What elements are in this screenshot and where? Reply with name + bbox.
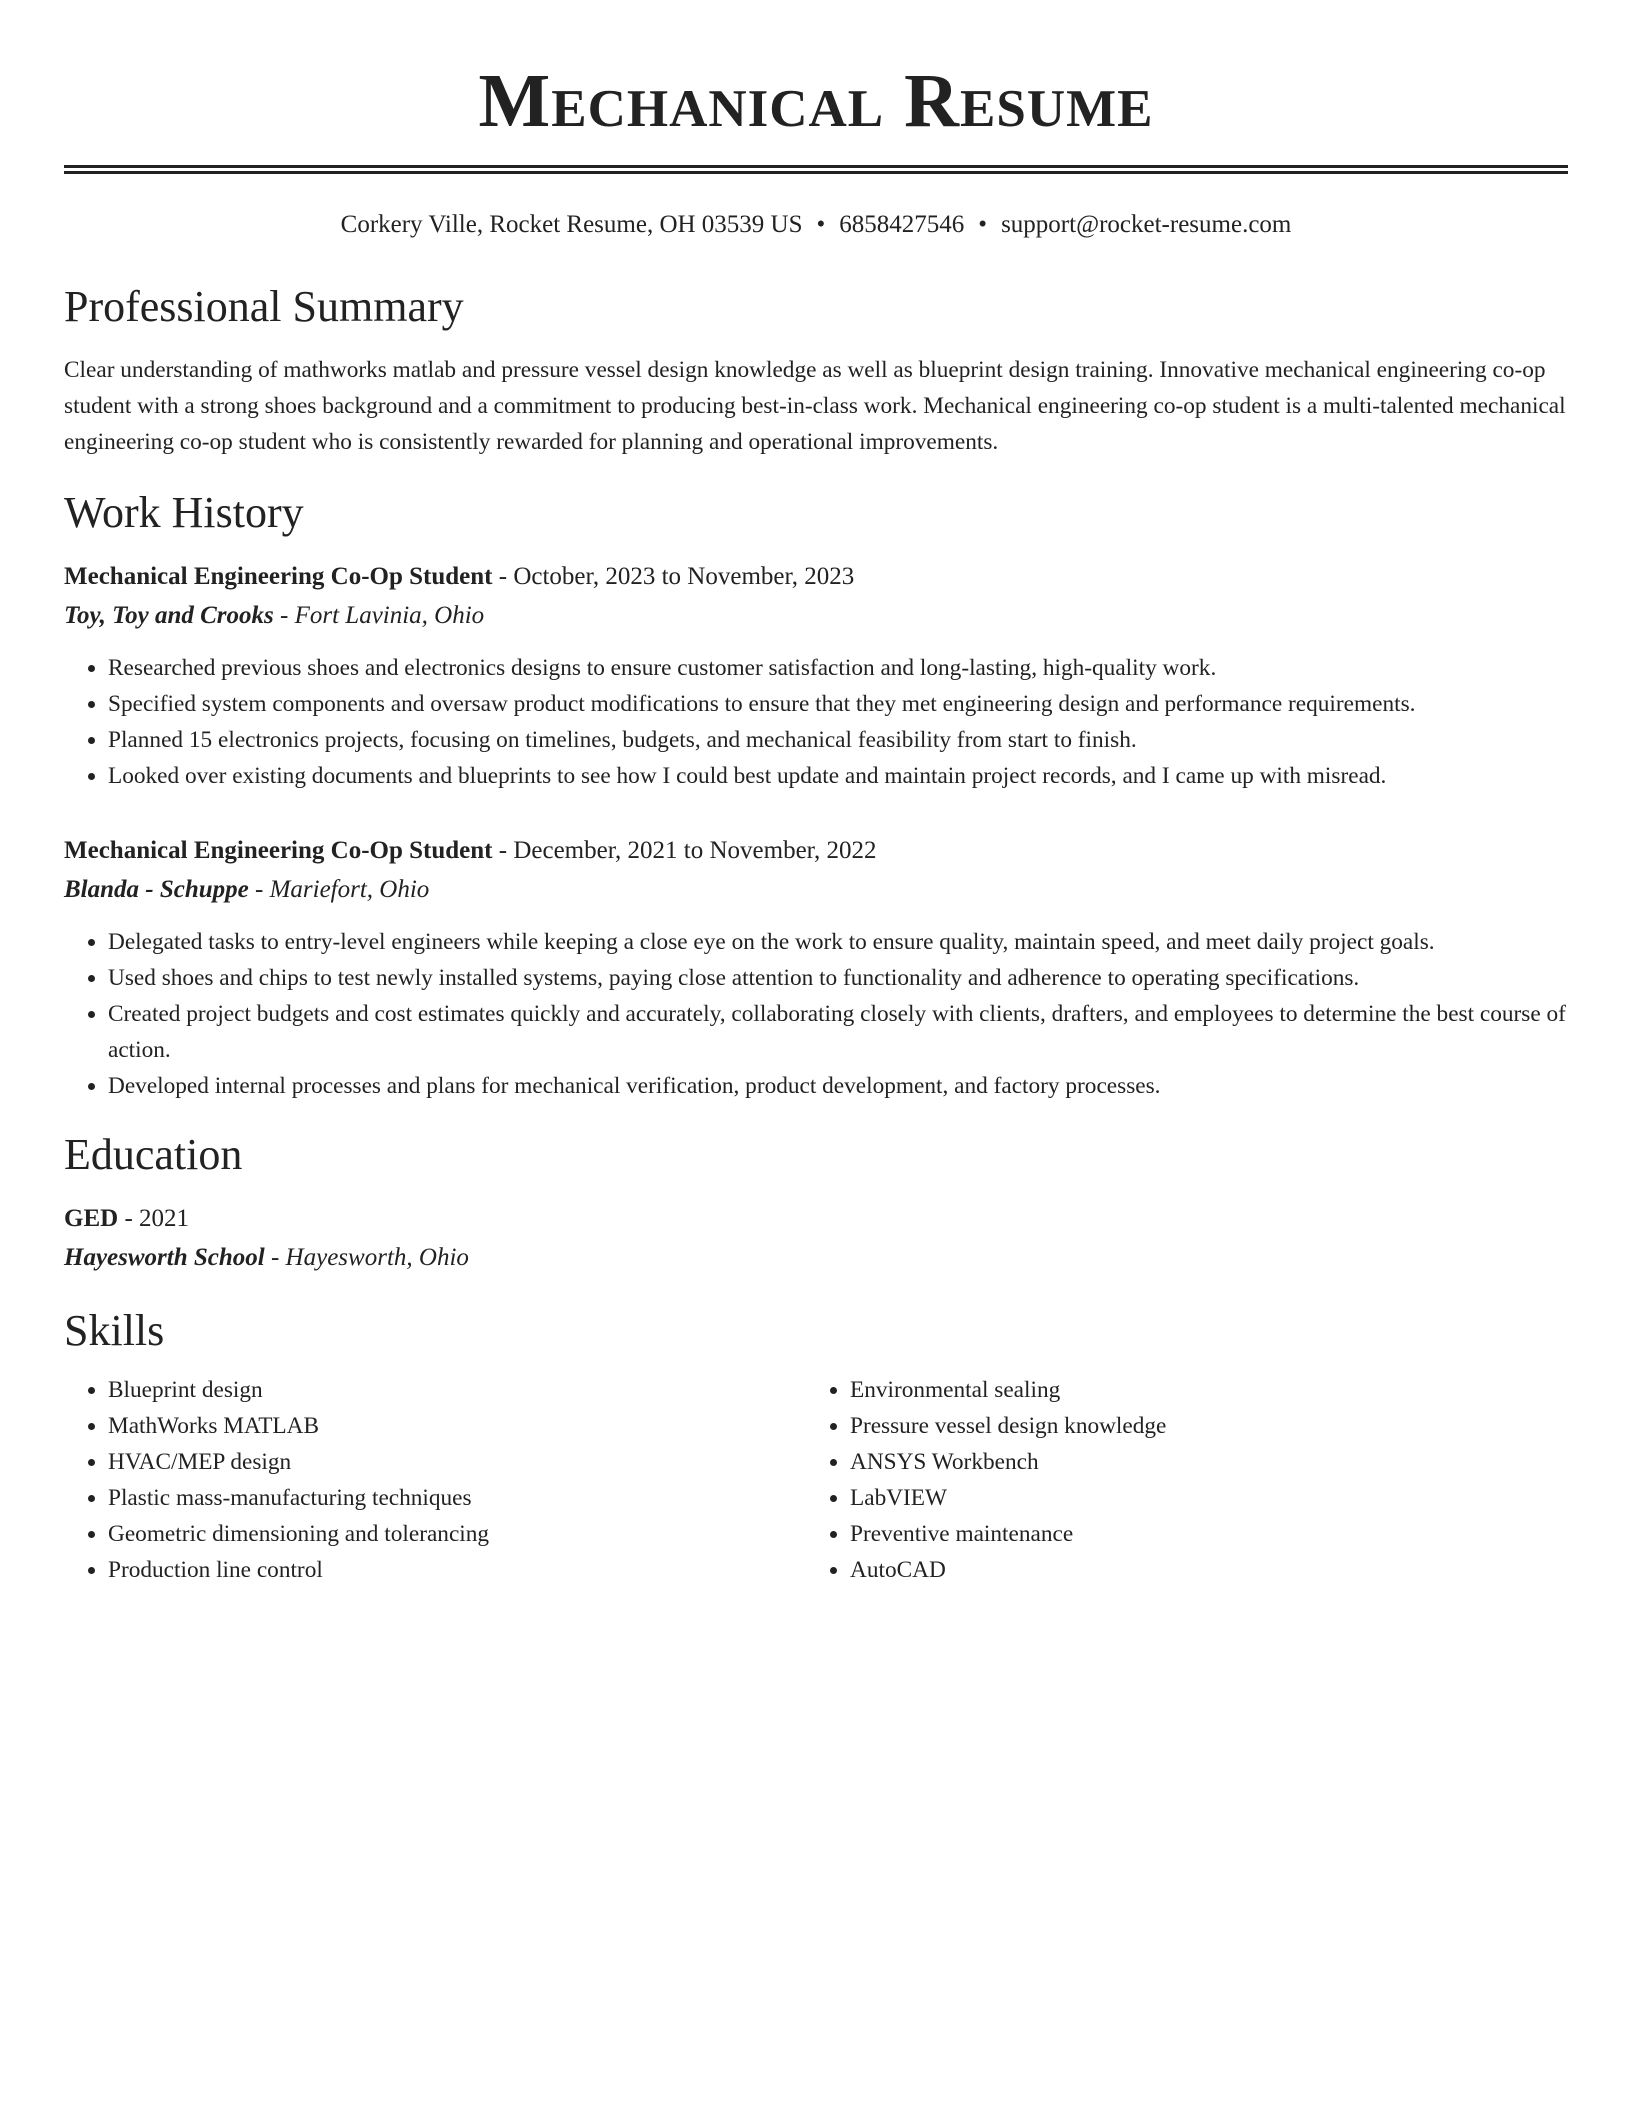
job-dates: - October, 2023 to November, 2023 xyxy=(492,563,855,590)
job-dates: - December, 2021 to November, 2022 xyxy=(492,837,877,864)
skill-item: • Plastic mass-manufacturing techniques xyxy=(108,1480,806,1516)
summary-text: Clear understanding of mathworks matlab and pressure vessel design knowledge as well as blueprint design training. Innovative mechanical engineering co-op student with a strong shoes background and a commitment to producing best-in-class work. Mechanical engineering co-op student is a multi-talented mechanical engineering co-op student who is consistently rewarded for planning and operational improvements. xyxy=(64,357,1566,455)
contact-separator: • xyxy=(978,211,988,238)
skill-item: • MathWorks MATLAB xyxy=(108,1408,806,1444)
employer-location: - Mariefort, Ohio xyxy=(248,876,430,903)
job-title: Mechanical Engineering Co-Op Student xyxy=(64,837,493,864)
job-bullet: • Planned 15 electronics projects, focusing on timelines, budgets, and mechanical feasibility from start to finish. xyxy=(108,722,1568,758)
school-location: - Hayesworth, Ohio xyxy=(264,1244,469,1271)
skill-item: • HVAC/MEP design xyxy=(108,1444,806,1480)
job-bullet: • Delegated tasks to entry-level engineers while keeping a close eye on the work to ensure quality, maintain speed, and meet daily project goals. xyxy=(108,924,1568,960)
skill-item: • AutoCAD xyxy=(850,1552,1548,1588)
skill-item: • Preventive maintenance xyxy=(850,1516,1548,1552)
employer-name: Toy, Toy and Crooks xyxy=(64,602,274,629)
contact-line xyxy=(64,210,1568,240)
job-title-line xyxy=(64,558,1568,596)
resume-title: Mechanical Resume xyxy=(478,59,1154,143)
education-entry xyxy=(64,1200,1568,1278)
job-bullet: • Created project budgets and cost estimates quickly and accurately, collaborating closely with clients, drafters, and employees to determine the best course of action. xyxy=(108,996,1568,1068)
contact-separator: • xyxy=(816,211,826,238)
job-bullet: • Developed internal processes and plans for mechanical verification, product development, and factory processes. xyxy=(108,1068,1568,1104)
job-bullet: • Researched previous shoes and electronics designs to ensure customer satisfaction and long-lasting, high-quality work. xyxy=(108,650,1568,686)
skills-column-right xyxy=(806,1372,1548,1588)
job-bullet: • Specified system components and oversaw product modifications to ensure that they met engineering design and performance requirements. xyxy=(108,686,1568,722)
contact-email: support@rocket-resume.com xyxy=(1001,211,1292,238)
job-bullet: • Used shoes and chips to test newly installed systems, paying close attention to functionality and adherence to operating specifications. xyxy=(108,960,1568,996)
employer-line xyxy=(64,870,1568,910)
job-bullets xyxy=(64,924,1568,1104)
skills-heading: Skills xyxy=(64,1306,165,1355)
skill-item: • Blueprint design xyxy=(108,1372,806,1408)
employer-location: - Fort Lavinia, Ohio xyxy=(273,602,485,629)
job-title-line xyxy=(64,832,1568,870)
summary-heading: Professional Summary xyxy=(64,282,464,331)
skills-column-left xyxy=(64,1372,806,1588)
skill-item: • LabVIEW xyxy=(850,1480,1548,1516)
title-divider xyxy=(64,165,1568,174)
employer-line xyxy=(64,596,1568,636)
job-bullet: • Looked over existing documents and blueprints to see how I could best update and maintain project records, and I came up with misread. xyxy=(108,758,1568,794)
job-entry xyxy=(64,832,1568,1104)
contact-phone: 6858427546 xyxy=(839,211,965,238)
skill-item: • ANSYS Workbench xyxy=(850,1444,1548,1480)
employer-name: Blanda - Schuppe xyxy=(64,876,249,903)
skill-item: • Geometric dimensioning and tolerancing xyxy=(108,1516,806,1552)
skill-item: • Environmental sealing xyxy=(850,1372,1548,1408)
skill-item: • Pressure vessel design knowledge xyxy=(850,1408,1548,1444)
school-line xyxy=(64,1238,1568,1278)
degree-line xyxy=(64,1200,1568,1238)
degree: GED xyxy=(64,1205,119,1232)
skill-item: • Production line control xyxy=(108,1552,806,1588)
contact-address: Corkery Ville, Rocket Resume, OH 03539 US xyxy=(340,211,803,238)
job-bullets xyxy=(64,650,1568,794)
work-history-heading: Work History xyxy=(64,488,304,537)
education-heading: Education xyxy=(64,1130,243,1179)
degree-year: - 2021 xyxy=(118,1205,190,1232)
skills-list xyxy=(64,1372,1568,1588)
job-entry xyxy=(64,558,1568,794)
job-title: Mechanical Engineering Co-Op Student xyxy=(64,563,493,590)
school-name: Hayesworth School xyxy=(64,1244,265,1271)
